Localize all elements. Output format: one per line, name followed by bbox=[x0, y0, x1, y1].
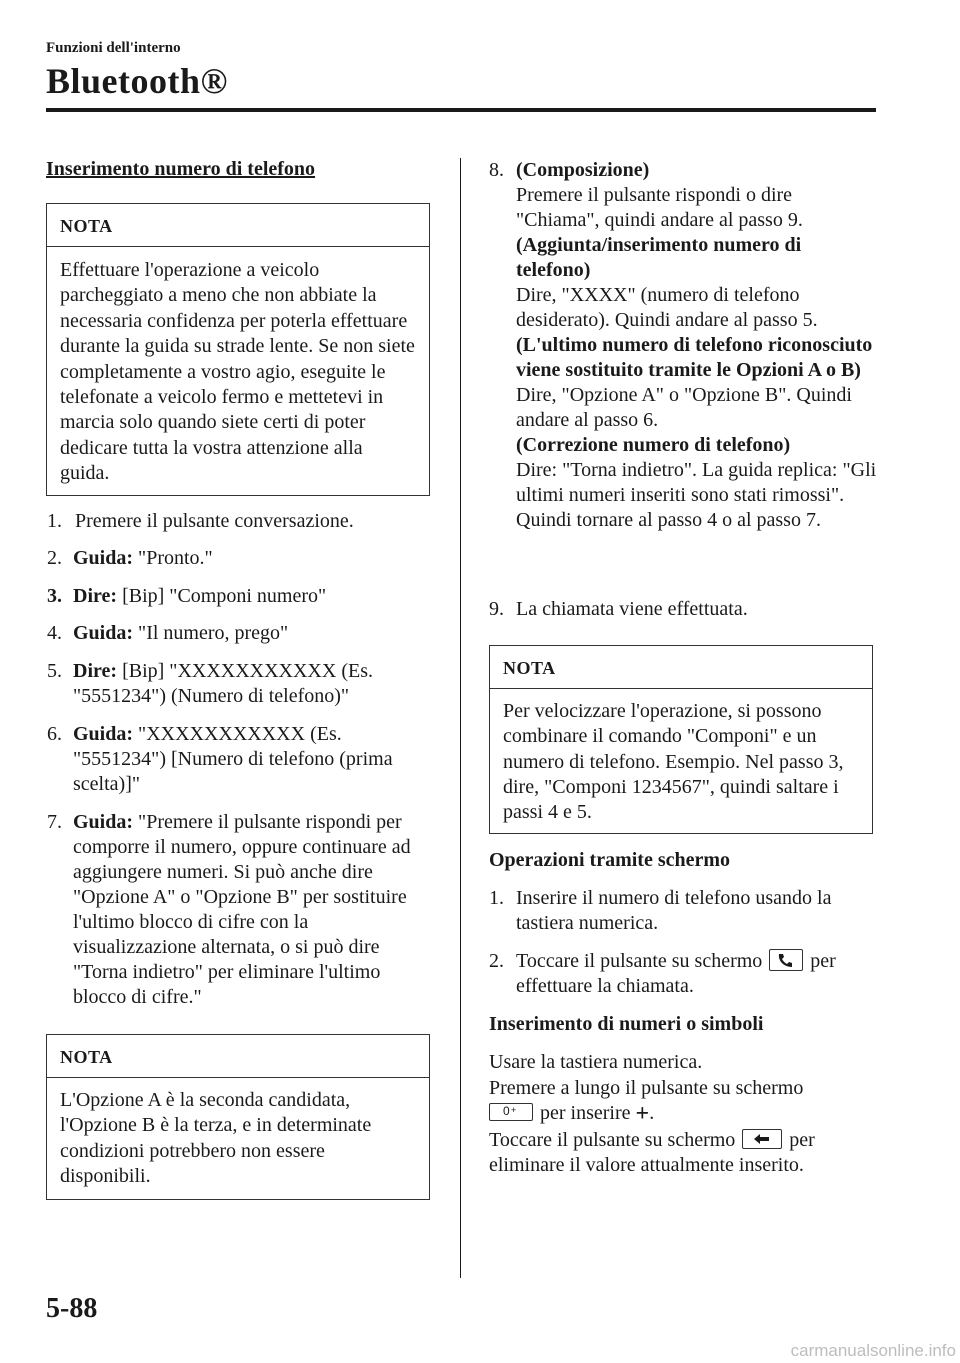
step-number: 9. bbox=[489, 598, 504, 620]
step-text: [Bip] "XXXXXXXXXXX (Es. "5551234") (Numero di telefono)" bbox=[73, 660, 373, 707]
note-label: NOTA bbox=[490, 646, 872, 689]
step-number: 4. bbox=[47, 622, 62, 644]
symbols-text-period: . bbox=[649, 1102, 655, 1124]
symbols-line-4 bbox=[489, 1128, 879, 1154]
note-box-shortcut bbox=[489, 645, 873, 834]
step-text: [Bip] "Componi numero" bbox=[117, 585, 327, 607]
note-label: NOTA bbox=[47, 1035, 429, 1078]
zero-key-icon bbox=[489, 1103, 533, 1121]
list-item-step-9 bbox=[489, 597, 877, 622]
plus-symbol: + bbox=[635, 1101, 650, 1127]
step-label: Guida: bbox=[73, 723, 134, 745]
step-number: 1. bbox=[489, 887, 504, 909]
step-label: Dire: bbox=[73, 660, 118, 682]
symbols-text-touch: Toccare il pulsante su schermo bbox=[489, 1128, 736, 1151]
step-number: 6. bbox=[47, 723, 62, 745]
step-text-continued: per effettuare la chiamata. bbox=[516, 950, 836, 997]
step-label: Guida: bbox=[73, 622, 134, 644]
page-title: Bluetooth® bbox=[46, 61, 228, 101]
option-title-replace: (L'ultimo numero di telefono riconosciuto viene sostituito tramite le Opzioni A o B) bbox=[516, 334, 873, 381]
symbols-line-2: Premere a lungo il pulsante su schermo bbox=[489, 1076, 804, 1099]
list-item-step-1 bbox=[47, 509, 447, 534]
step-number: 1. bbox=[47, 510, 62, 532]
list-item-screen-step-2 bbox=[489, 949, 875, 999]
step-number: 2. bbox=[47, 547, 62, 569]
backspace-icon bbox=[742, 1129, 782, 1149]
step-text: Inserire il numero di telefono usando la tastiera numerica. bbox=[516, 887, 832, 934]
step-number: 5. bbox=[47, 660, 62, 682]
option-text-replace: Dire, "Opzione A" o "Opzione B". Quindi andare al passo 6. bbox=[516, 384, 852, 431]
step-number: 2. bbox=[489, 950, 504, 972]
symbols-line-1: Usare la tastiera numerica. bbox=[489, 1051, 703, 1073]
symbols-paragraph bbox=[489, 1050, 879, 1179]
option-text-dial: Premere il pulsante rispondi o dire "Chiama", quindi andare al passo 9. bbox=[516, 184, 803, 231]
column-divider bbox=[460, 158, 461, 1278]
zero-key-plus-mark: + bbox=[511, 1105, 517, 1115]
symbols-text-insert: per inserire bbox=[540, 1102, 631, 1124]
note-text: Per velocizzare l'operazione, si possono combinare il comando "Componi" e un numero di telefono. Esempio. Nel passo 3, dire, "Componi 1234567", quindi saltare i passi 4 e 5. bbox=[503, 700, 844, 824]
note-label: NOTA bbox=[47, 204, 429, 247]
section-heading-symbols: Inserimento di numeri o simboli bbox=[489, 1013, 764, 1035]
note-text: Effettuare l'operazione a veicolo parcheggiato a meno che non abbiate la necessaria confidenza per poterla effettuare durante la guida su strade lente. Se non siete completamente a vostro agio, eseguite le telefonate a veicolo fermo e mettetevi in marcia solo quando siete certi di poter dedicare tutta la vostra attenzione alla guida. bbox=[60, 259, 415, 485]
list-item-screen-step-1 bbox=[489, 886, 875, 936]
step-label: Guida: bbox=[73, 547, 134, 569]
section-label: Funzioni dell'interno bbox=[46, 40, 181, 56]
step-text: La chiamata viene effettuata. bbox=[516, 598, 748, 620]
step-text: Toccare il pulsante su schermo bbox=[516, 950, 763, 972]
list-item-step-2 bbox=[47, 546, 447, 571]
symbols-line-5: eliminare il valore attualmente inserito. bbox=[489, 1154, 804, 1176]
watermark: carmanualsonline.info bbox=[790, 1341, 956, 1360]
option-title-add-number: (Aggiunta/inserimento numero di telefono) bbox=[516, 234, 802, 281]
list-item-step-3 bbox=[47, 584, 447, 609]
step-label: Guida: bbox=[73, 811, 134, 833]
list-item-step-6 bbox=[47, 722, 427, 797]
option-title-dial: (Composizione) bbox=[516, 159, 650, 181]
step-label: Dire: bbox=[73, 585, 118, 607]
list-item-step-5 bbox=[47, 659, 437, 709]
note-text: L'Opzione A è la seconda candidata, l'Opzione B è la terza, e in determinate condizioni potrebbero non essere disponibili. bbox=[60, 1089, 372, 1187]
page-number: 5-88 bbox=[46, 1293, 98, 1324]
step-text: "Pronto." bbox=[133, 547, 213, 569]
list-item-step-7 bbox=[47, 810, 435, 1010]
note-box-options bbox=[46, 1034, 430, 1200]
call-icon bbox=[769, 949, 803, 971]
option-text-add-number: Dire, "XXXX" (numero di telefono desiderato). Quindi andare al passo 5. bbox=[516, 284, 818, 331]
section-heading-screen-ops: Operazioni tramite schermo bbox=[489, 849, 731, 871]
option-text-correct: Dire: "Torna indietro". La guida replica: "Gli ultimi numeri inseriti sono stati rimossi". Quindi tornare al passo 4 o al passo 7. bbox=[516, 459, 877, 531]
step-number: 8. bbox=[489, 159, 504, 181]
header-rule bbox=[46, 108, 876, 112]
option-title-correct: (Correzione numero di telefono) bbox=[516, 434, 791, 456]
step-text: "Il numero, prego" bbox=[133, 622, 289, 644]
step-number: 3. bbox=[47, 585, 62, 607]
list-item-step-4 bbox=[47, 621, 447, 646]
step-text: "XXXXXXXXXXX (Es. "5551234") [Numero di telefono (prima scelta)]" bbox=[73, 723, 393, 795]
list-item-step-8 bbox=[489, 158, 877, 533]
symbols-line-3 bbox=[489, 1101, 879, 1128]
note-box-safety bbox=[46, 203, 430, 496]
zero-key-label: 0 bbox=[503, 1104, 510, 1118]
symbols-text-per: per bbox=[789, 1128, 815, 1151]
step-text: Premere il pulsante conversazione. bbox=[75, 510, 354, 532]
section-heading-phone-entry: Inserimento numero di telefono bbox=[46, 158, 316, 180]
step-number: 7. bbox=[47, 811, 62, 833]
step-text: "Premere il pulsante rispondi per comporre il numero, oppure continuare ad aggiungere numeri. Si può anche dire "Opzione A" o "Opzione B" per sostituire l'ultimo blocco di cifre con la visualizzazione alternata, o si può dire "Torna indietro" per eliminare l'ultimo blocco di cifre." bbox=[73, 811, 411, 1008]
